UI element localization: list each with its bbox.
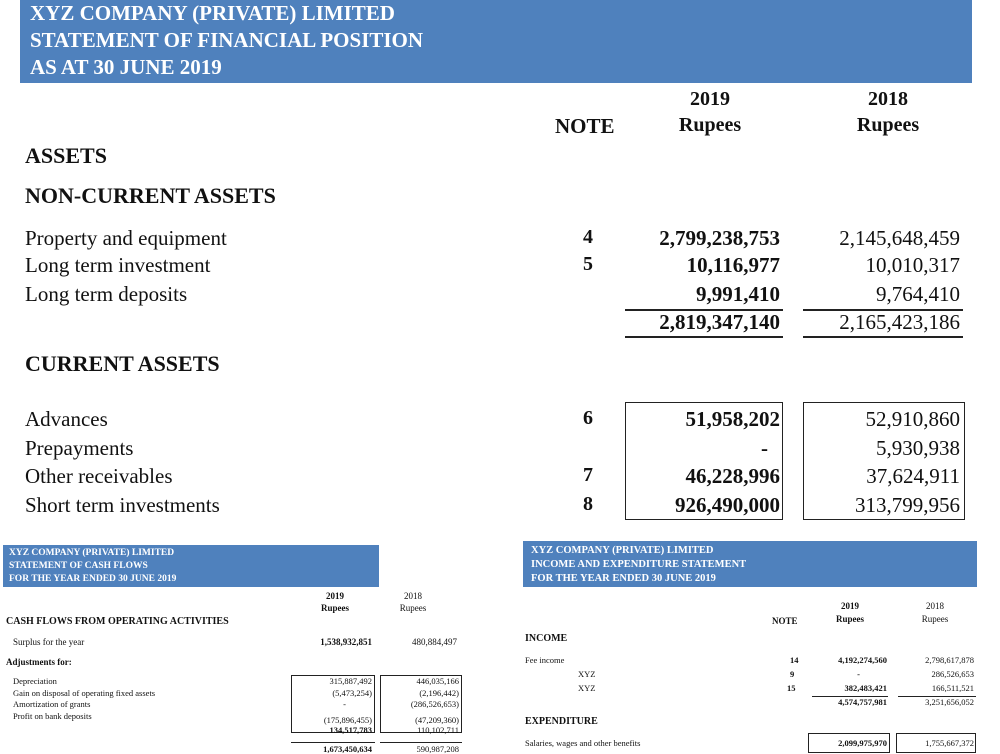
row-value-2018: 37,624,911 [866, 464, 960, 488]
total-underline [803, 336, 963, 338]
col-note: NOTE [772, 616, 798, 626]
col-2019-unit: Rupees [678, 114, 742, 136]
row-label: Long term investment [25, 253, 211, 277]
adjustment-label: Amortization of grants [13, 699, 91, 709]
salaries-label: Salaries, wages and other benefits [525, 738, 641, 748]
row-note: 5 [583, 253, 593, 275]
adjustment-label: Profit on bank deposits [13, 711, 92, 721]
operating-activities-heading: CASH FLOWS FROM OPERATING ACTIVITIES [6, 616, 229, 627]
col-2019-year: 2019 [690, 88, 730, 110]
adjustment-2019: - [343, 699, 346, 709]
statement-title: STATEMENT OF CASH FLOWS [9, 561, 148, 571]
row-value-2018: 5,930,938 [876, 436, 960, 460]
adjustments-total-2019: 134,517,783 [329, 725, 372, 735]
adjustment-2018: (286,526,653) [410, 699, 459, 709]
financial-position-header [20, 0, 972, 83]
row-value-2018: 10,010,317 [865, 253, 960, 277]
statement-date: AS AT 30 JUNE 2019 [30, 55, 222, 79]
expenditure-heading: EXPENDITURE [525, 716, 598, 727]
col-2018-unit: Rupees [399, 603, 427, 613]
partial-total-2018: 590,987,208 [416, 744, 459, 754]
income-total-2018: 3,251,656,052 [925, 697, 974, 707]
adjustment-2019: 315,887,492 [329, 676, 372, 686]
noncurrent-total-2019: 2,819,347,140 [659, 310, 780, 334]
row-value-2019: 2,799,238,753 [659, 226, 780, 250]
income-label: Fee income [525, 655, 565, 665]
row-value-2019: 51,958,202 [685, 407, 780, 431]
total-rule [291, 742, 375, 743]
col-2018-unit: Rupees [921, 614, 949, 624]
income-total-2019: 4,574,757,981 [838, 697, 887, 707]
company-name: XYZ COMPANY (PRIVATE) LIMITED [30, 1, 395, 25]
income-note: 15 [787, 683, 796, 693]
statement-title: INCOME AND EXPENDITURE STATEMENT [531, 559, 747, 570]
row-label: Short term investments [25, 493, 220, 517]
adjustment-2018: (47,209,360) [415, 715, 459, 725]
statement-title: STATEMENT OF FINANCIAL POSITION [30, 28, 424, 52]
noncurrent-total-2018: 2,165,423,186 [839, 310, 960, 334]
income-label: XYZ [578, 683, 596, 693]
row-value-2018: 52,910,860 [865, 407, 960, 431]
surplus-2019: 1,538,932,851 [320, 637, 372, 647]
row-value-2018: 2,145,648,459 [839, 226, 960, 250]
row-value-2019: 9,991,410 [696, 282, 780, 306]
partial-total-2019: 1,673,450,634 [323, 744, 372, 754]
total-underline [625, 336, 783, 338]
income-2018: 166,511,521 [931, 683, 974, 693]
surplus-label: Surplus for the year [13, 637, 85, 647]
statement-date: FOR THE YEAR ENDED 30 JUNE 2019 [531, 573, 716, 584]
adjustments-total-2018: 110,102,711 [417, 725, 459, 735]
row-label: Property and equipment [25, 226, 227, 250]
adjustment-label: Depreciation [13, 676, 57, 686]
noncurrent-assets-heading: NON-CURRENT ASSETS [25, 183, 276, 208]
col-2019-unit: Rupees [835, 614, 864, 624]
row-note: 6 [583, 407, 593, 429]
income-note: 14 [790, 655, 799, 665]
company-name: XYZ COMPANY (PRIVATE) LIMITED [531, 545, 714, 556]
adjustment-2018: 446,035,166 [416, 676, 459, 686]
row-value-2019: 926,490,000 [675, 493, 780, 517]
total-rule [380, 742, 462, 743]
surplus-2018: 480,884,497 [412, 637, 457, 647]
row-value-2019: 10,116,977 [686, 253, 780, 277]
col-2018-year: 2018 [868, 88, 908, 110]
income-2019: 382,483,421 [844, 683, 887, 693]
assets-heading: ASSETS [25, 143, 107, 168]
row-value-2019: 46,228,996 [685, 464, 780, 488]
salaries-2019: 2,099,975,970 [838, 738, 887, 748]
income-2018: 2,798,617,878 [925, 655, 974, 665]
row-note: 7 [583, 464, 593, 486]
adjustment-2019: (5,473,254) [332, 688, 372, 698]
statement-date: FOR THE YEAR ENDED 30 JUNE 2019 [9, 574, 177, 584]
row-label: Other receivables [25, 464, 173, 488]
income-label: XYZ [578, 669, 596, 679]
cash-flows-header [3, 545, 379, 587]
row-label: Long term deposits [25, 282, 188, 306]
col-note: NOTE [555, 114, 615, 138]
row-label: Advances [25, 407, 108, 431]
row-note: 4 [583, 226, 593, 248]
current-assets-heading: CURRENT ASSETS [25, 351, 220, 376]
row-note: 8 [583, 493, 593, 515]
col-2018-year: 2018 [404, 591, 422, 601]
income-heading: INCOME [525, 633, 568, 644]
col-2018-unit: Rupees [856, 114, 920, 136]
salaries-2018: 1,755,667,372 [925, 738, 974, 748]
col-2018-year: 2018 [926, 601, 944, 611]
adjustment-2018: (2,196,442) [419, 688, 459, 698]
adjustment-2019: (175,896,455) [323, 715, 372, 725]
company-name: XYZ COMPANY (PRIVATE) LIMITED [9, 548, 175, 558]
row-value-2018: 313,799,956 [855, 493, 960, 517]
income-2018: 286,526,653 [931, 669, 974, 679]
adjustments-label: Adjustments for: [6, 657, 72, 667]
row-label: Prepayments [25, 436, 134, 460]
col-2019-year: 2019 [841, 601, 859, 611]
row-value-2018: 9,764,410 [876, 282, 960, 306]
income-2019: 4,192,274,560 [838, 655, 887, 665]
income-2019: - [857, 669, 860, 679]
income-note: 9 [790, 669, 795, 679]
col-2019-year: 2019 [326, 591, 344, 601]
adjustment-label: Gain on disposal of operating fixed assets [13, 688, 156, 698]
col-2019-unit: Rupees [320, 603, 349, 613]
income-expenditure-header [523, 541, 977, 587]
row-value-2019: - [761, 436, 768, 460]
